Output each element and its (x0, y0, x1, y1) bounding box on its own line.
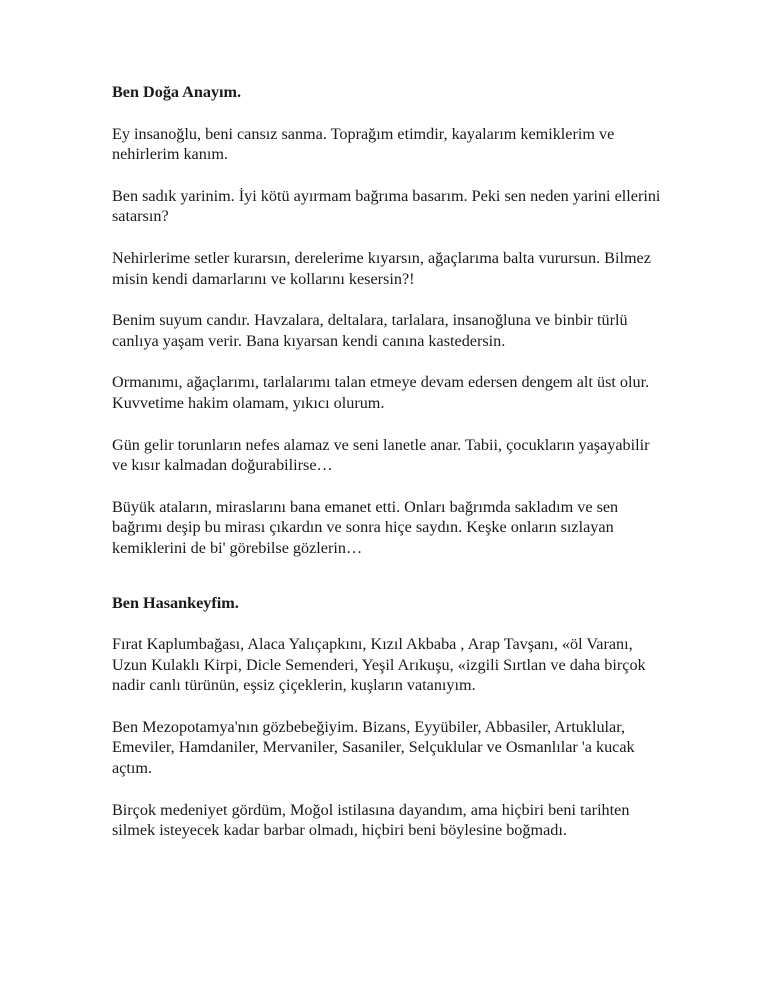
paragraph: Büyük ataların, miraslarını bana emanet etti. Onları bağrımda sakladım ve sen bağrımı deşip bu mirası çıkardın ve sonra hiçe saydın. Keşke onların sızlayan kemiklerini de bi' görebilse gözlerin… (112, 497, 619, 557)
spacer (112, 559, 664, 593)
paragraph: Ormanımı, ağaçlarımı, tarlalarımı talan etmeye devam edersen dengem alt üst olur. Kuvvetime hakim olamam, yıkıcı olurum. (112, 373, 650, 412)
spacer (112, 103, 664, 124)
paragraph: Ey insanoğlu, beni cansız sanma. Toprağım etimdir, kayalarım kemiklerim ve nehirlerim kanım. (112, 124, 615, 164)
document-page (112, 82, 664, 841)
paragraph: Gün gelir torunların nefes alamaz ve seni lanetle anar. Tabii, çocukların yaşayabilir ve kısır kalmadan doğurabilirse… (112, 435, 650, 475)
section-heading-doga: Ben Doğa Anayım. (112, 83, 242, 101)
spacer (112, 289, 664, 310)
spacer (112, 613, 664, 634)
spacer (112, 476, 664, 497)
paragraph: Ben sadık yarinim. İyi kötü ayırmam bağrıma basarım. Peki sen neden yarini ellerini satarsın? (112, 186, 661, 226)
spacer (112, 696, 664, 717)
paragraph: Ben Mezopotamya'nın gözbebeğiyim. Bizans, Eyyübiler, Abbasiler, Artuklular, Emeviler, Hamdaniler, Mervaniler, Sasaniler, Selçuklular ve Osmanlılar 'a kucak açtım. (112, 717, 635, 778)
paragraph: Nehirlerime setler kurarsın, derelerime kıyarsın, ağaçlarıma balta vurursun. Bilmez misin kendi damarlarını ve kollarını kesersin?! (112, 248, 651, 288)
paragraph: Fırat Kaplumbağası, Alaca Yalıçapkını, Kızıl Akbaba , Arap Tavşanı, «öl Varanı, Uzun Kulaklı Kirpi, Dicle Semenderi, Yeşil Arıkuşu, «izgili Sırtlan ve daha birçok nadir canlı türünün, eşsiz çiçeklerin, kuşların vatanıyım. (112, 635, 646, 695)
section-heading-hasankeyf: Ben Hasankeyfim. (112, 593, 239, 612)
spacer (112, 414, 664, 435)
spacer (112, 165, 664, 186)
spacer (112, 779, 664, 800)
paragraph: Birçok medeniyet gördüm, Moğol istilasına dayandım, ama hiçbiri beni tarihten silmek isteyecek kadar barbar olmadı, hiçbiri beni böylesine boğmadı. (112, 800, 630, 840)
spacer (112, 227, 664, 248)
paragraph: Benim suyum candır. Havzalara, deltalara, tarlalara, insanoğluna ve binbir türlü canlıya yaşam verir. Bana kıyarsan kendi canına kastedersin. (112, 311, 628, 350)
spacer (112, 351, 664, 372)
